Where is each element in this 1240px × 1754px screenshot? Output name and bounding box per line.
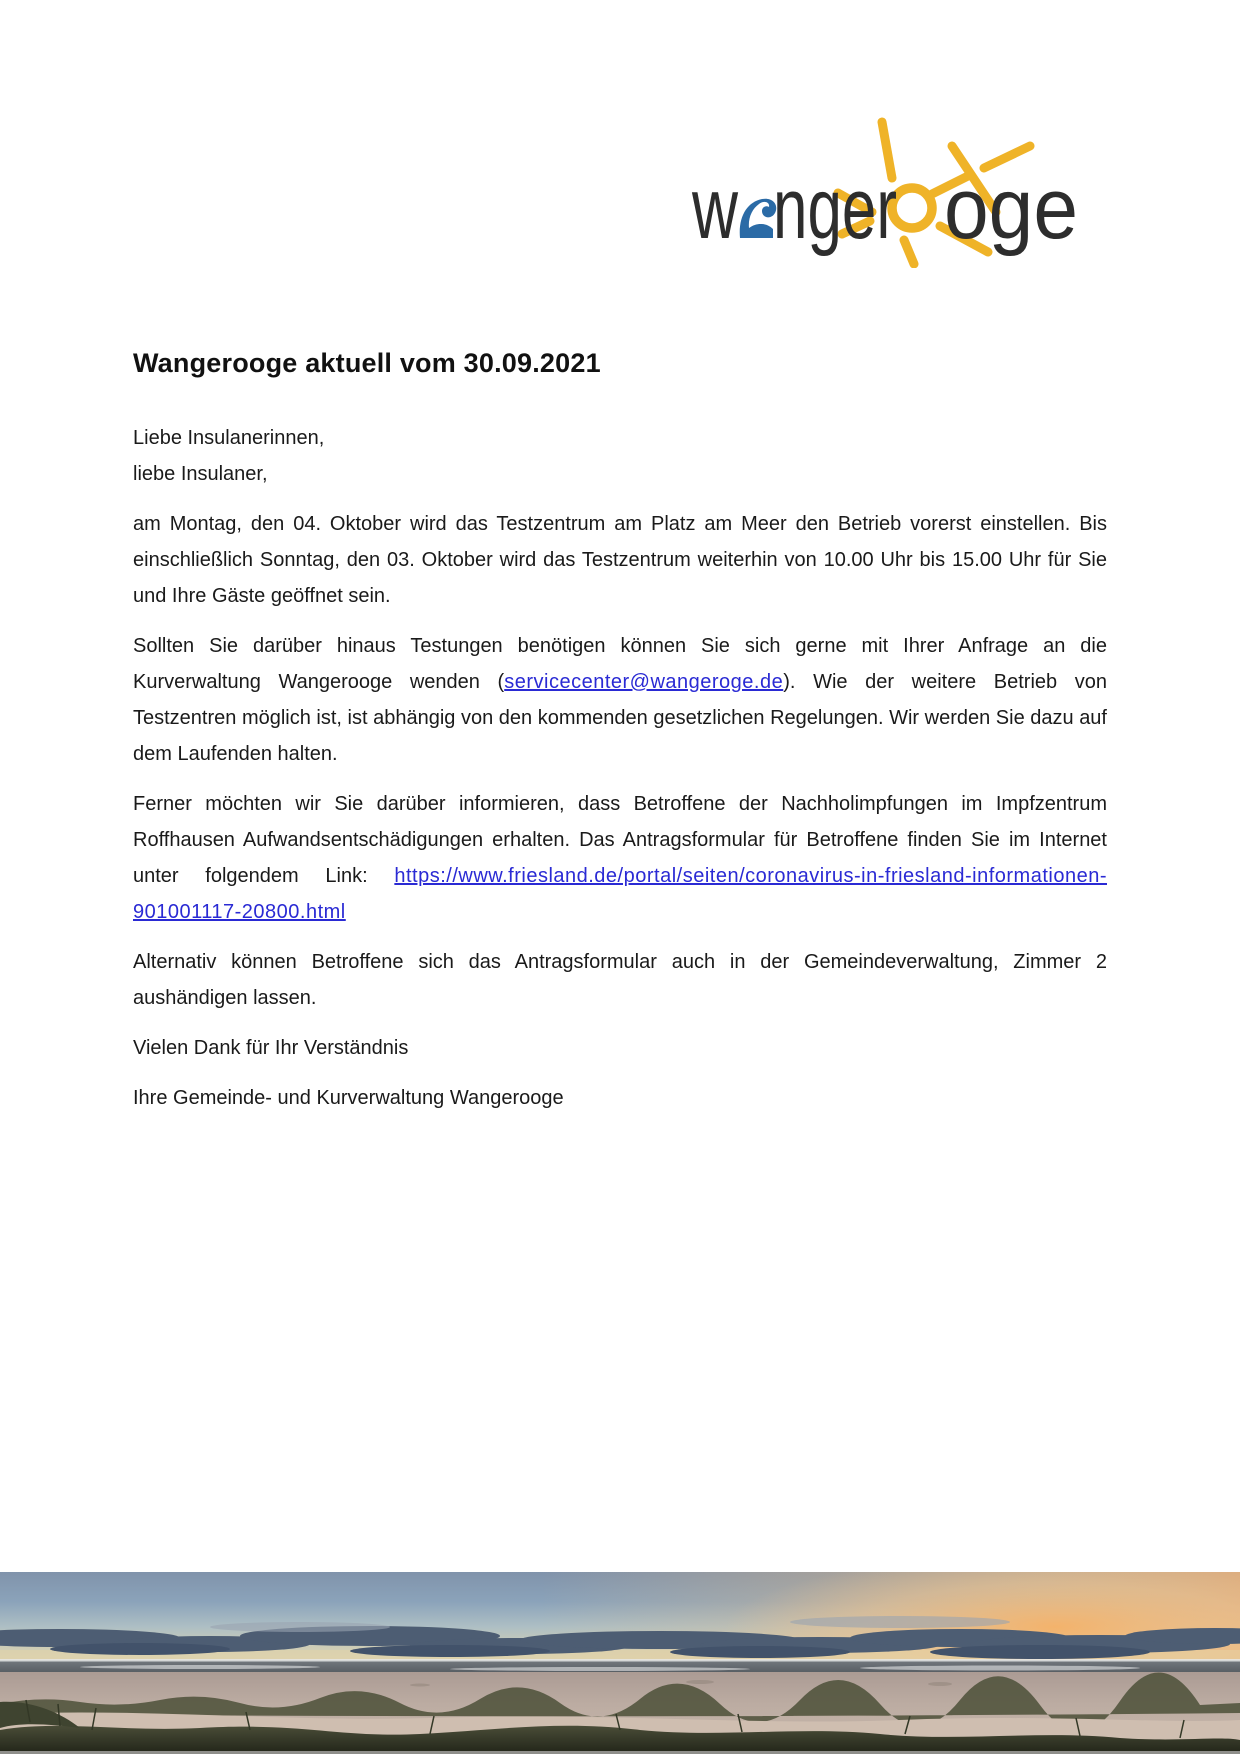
logo-graphic [686, 116, 1086, 268]
wangerooge-logo [686, 116, 1086, 268]
text-run: am Montag, den 04. Oktober wird das Testzentrum am Platz am Meer den Betrieb vorerst einstellen. Bis einschließlich Sonntag, den 03. Oktober wird das Testzentrum weiterhin von 10.00 Uhr bis 15.00 Uhr für Sie und Ihre Gäste geöffnet sein. [133, 513, 1107, 607]
logo-text-nger: nger [773, 161, 897, 257]
letter-content [133, 345, 1107, 1130]
text-run: Ferner möchten wir Sie darüber informieren, dass Betroffene der Nachholimpfungen im Impfzentrum Roffhausen Aufwandsentschädigungen erhalten. Das Antragsformular für Betroffene finden Sie im Internet unter folgendem Link: [133, 793, 1107, 887]
paragraph [133, 1030, 1107, 1066]
paragraph [133, 1080, 1107, 1116]
paragraph [133, 786, 1107, 930]
paragraph [133, 944, 1107, 1016]
logo-text-w: w [691, 161, 739, 257]
body-paragraphs [133, 506, 1107, 1116]
salutation-line-1: Liebe Insulanerinnen, [133, 427, 325, 449]
beach-panorama-photo [0, 1572, 1240, 1754]
text-run: ). Wie der weitere Betrieb von Testzentren möglich ist, ist abhängig von den kommenden gesetzlichen Regelungen. Wir werden Sie dazu auf dem Laufenden halten. [133, 671, 1108, 765]
paragraph [133, 506, 1107, 614]
wave-icon [740, 199, 777, 238]
salutation [133, 420, 1107, 492]
text-run: Vielen Dank für Ihr Verständnis [133, 1037, 409, 1059]
email-link[interactable]: servicecenter@wangeroge.de [504, 671, 784, 693]
page-title: Wangerooge aktuell vom 30.09.2021 [133, 348, 601, 378]
text-run: Sollten Sie darüber hinaus Testungen benötigen können Sie sich gerne mit Ihrer Anfrage an die Kurverwaltung Wangerooge wenden ( [133, 635, 1107, 693]
text-run: Ihre Gemeinde- und Kurverwaltung Wangerooge [133, 1087, 564, 1109]
logo-text-oge: oge [944, 161, 1078, 257]
beach-panorama-graphic [0, 1572, 1240, 1754]
paragraph [133, 628, 1107, 772]
salutation-line-2: liebe Insulaner, [133, 463, 268, 485]
text-run: Alternativ können Betroffene sich das Antragsformular auch in der Gemeindeverwaltung, Zimmer 2 aushändigen lassen. [133, 951, 1107, 1009]
friesland-url-link[interactable]: https://www.friesland.de/portal/seiten/coronavirus-in-friesland-informationen-901001117-20800.html [133, 865, 1107, 923]
sun-icon [892, 188, 932, 228]
